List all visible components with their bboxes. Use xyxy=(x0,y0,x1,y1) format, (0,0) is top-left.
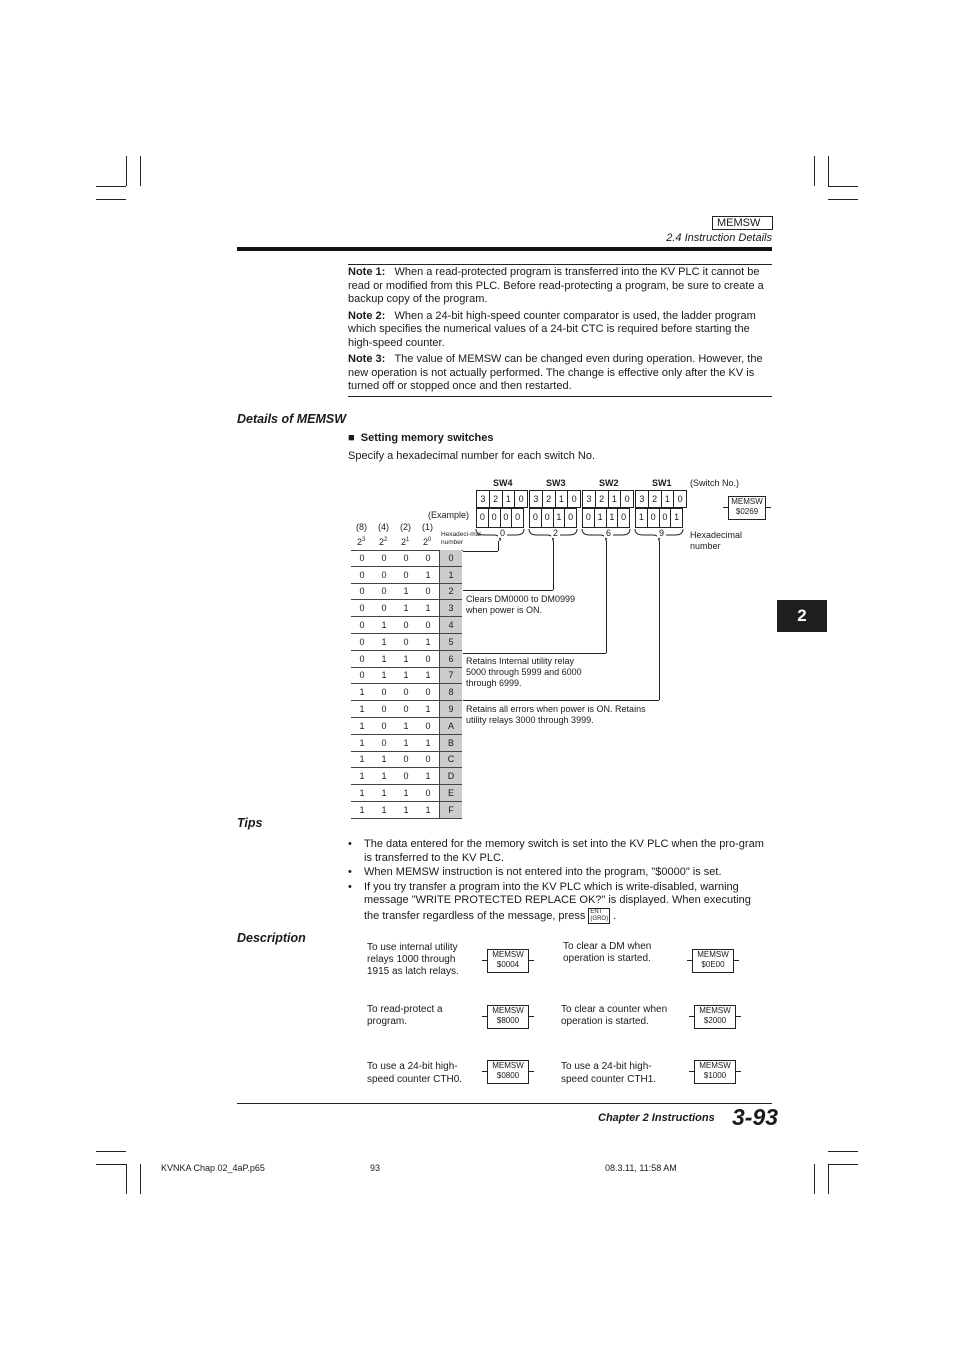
bit-cell: 0 xyxy=(373,684,395,701)
description-text: To use a 24-bit high-speed counter CTH0. xyxy=(367,1061,463,1085)
crop-mark xyxy=(828,1164,829,1194)
bit-cell: 0 xyxy=(395,617,417,634)
weight-label: (8) xyxy=(356,522,367,532)
header-instruction-box: MEMSW xyxy=(712,216,773,230)
bit-cell: 1 xyxy=(351,801,373,818)
memsw-ladder: MEMSW $0004 xyxy=(487,949,529,973)
memsw-ladder: MEMSW $8000 xyxy=(487,1005,529,1029)
bit-cell: 1 xyxy=(373,785,395,802)
crop-mark xyxy=(828,186,858,187)
crop-mark xyxy=(828,199,858,200)
hex-cell: D xyxy=(440,768,463,785)
bit-cell: 1 xyxy=(417,801,440,818)
note-1: Note 1: When a read-protected program is transferred into the KV PLC it cannot be read or modified from this PLC. Before read-protecting a program, be sure to create a backup copy of the program. xyxy=(348,266,764,305)
bit-cell: 1 xyxy=(417,600,440,617)
crop-mark xyxy=(96,1151,126,1152)
tips-list xyxy=(348,838,764,925)
bit-cell: 0 xyxy=(417,650,440,667)
weight-label: (4) xyxy=(378,522,389,532)
bit-cell: 0 xyxy=(417,717,440,734)
table-row xyxy=(351,684,462,701)
bit-cell: 0 xyxy=(373,583,395,600)
description-text: To clear a DM when operation is started. xyxy=(563,941,652,964)
bit-cell: 1 xyxy=(373,751,395,768)
table-row xyxy=(351,650,462,667)
square-bullet-icon: ■ xyxy=(348,432,355,444)
hex-cell: 0 xyxy=(440,550,463,566)
tips-title: Tips xyxy=(237,816,263,830)
bit-cell: 1 xyxy=(373,617,395,634)
ent-key-icon: ENT (GRO) xyxy=(590,908,609,922)
annotation-error-retain: Retains all errors when power is ON. Retains utility relays 3000 through 3999. xyxy=(466,704,646,725)
table-row xyxy=(351,717,462,734)
bit-position-box: 3 2 1 0 xyxy=(635,490,687,508)
hex-cell: 3 xyxy=(440,600,463,617)
crop-mark xyxy=(828,1164,858,1165)
notes-block xyxy=(348,266,772,394)
table-row xyxy=(351,734,462,751)
hex-cell: C xyxy=(440,751,463,768)
bit-cell: 0 xyxy=(351,617,373,634)
bit-cell: 1 xyxy=(351,701,373,718)
memsw-example-box: MEMSW $0269 xyxy=(728,496,766,520)
table-row xyxy=(351,583,462,600)
table-row xyxy=(351,751,462,768)
bit-cell: 1 xyxy=(395,717,417,734)
table-row xyxy=(351,633,462,650)
bit-cell: 1 xyxy=(351,684,373,701)
bit-cell: 1 xyxy=(351,751,373,768)
crop-mark xyxy=(828,1151,858,1152)
memsw-ladder: MEMSW $0800 xyxy=(487,1060,529,1084)
bit-cell: 0 xyxy=(351,650,373,667)
bit-cell: 1 xyxy=(395,734,417,751)
weight-label: (1) xyxy=(422,522,433,532)
leader-line xyxy=(659,541,660,700)
note-3: Note 3: The value of MEMSW can be changed even during operation. However, the new operation is not actually performed. The change is effective only after the KV is turned off or stopped once and then restarted. xyxy=(348,353,763,392)
example-bits-sw4: 0 0 0 0 xyxy=(476,508,524,528)
conversion-table xyxy=(351,550,462,819)
page-number: 3-93 xyxy=(732,1104,779,1130)
table-row xyxy=(351,801,462,818)
bit-cell: 1 xyxy=(395,583,417,600)
bit-position-box: 3 2 1 0 xyxy=(582,490,634,508)
print-timestamp: 08.3.11, 11:58 AM xyxy=(605,1163,677,1173)
hex-cell: 2 xyxy=(440,583,463,600)
details-subhead: ■ Setting memory switches xyxy=(348,432,494,444)
bit-cell: 0 xyxy=(417,617,440,634)
power-label: $2^3$ xyxy=(357,537,366,547)
table-row xyxy=(351,566,462,583)
hex-cell: 4 xyxy=(440,617,463,634)
power-label: $2^2$ xyxy=(379,537,388,547)
hex-cell: 9 xyxy=(440,701,463,718)
bit-cell: 0 xyxy=(417,684,440,701)
switch-label: SW4 xyxy=(493,478,513,488)
bit-cell: 0 xyxy=(395,684,417,701)
bit-cell: 0 xyxy=(417,583,440,600)
table-row xyxy=(351,701,462,718)
notes-top-rule xyxy=(348,264,772,265)
weight-label: (2) xyxy=(400,522,411,532)
description-text: To clear a counter when operation is started. xyxy=(561,1004,668,1027)
switch-label: SW3 xyxy=(546,478,566,488)
bit-cell: 0 xyxy=(373,734,395,751)
hex-cell: 8 xyxy=(440,684,463,701)
switch-label: SW1 xyxy=(652,478,672,488)
example-bits-sw1: 1 0 0 1 xyxy=(635,508,683,528)
bit-cell: 1 xyxy=(417,566,440,583)
print-page: 93 xyxy=(370,1163,381,1173)
bit-cell: 0 xyxy=(417,751,440,768)
table-row xyxy=(351,600,462,617)
leader-line xyxy=(463,653,606,654)
print-file: KVNKA Chap 02_4aP.p65 xyxy=(161,1163,265,1173)
tip-item: • When MEMSW instruction is not entered into the program, "$0000" is set. xyxy=(348,866,764,880)
bit-cell: 1 xyxy=(395,650,417,667)
memsw-ladder: MEMSW $1000 xyxy=(694,1060,736,1084)
bit-cell: 0 xyxy=(395,566,417,583)
table-row xyxy=(351,768,462,785)
bit-cell: 0 xyxy=(351,633,373,650)
bit-cell: 1 xyxy=(373,633,395,650)
crop-mark xyxy=(828,156,829,186)
tip-item: • If you try transfer a program into the KV PLC which is write-disabled, warning message "WRITE PROTECTED REPLACE OK?" is displayed. When executing the transfer regardless of the message, press ENT (GRO) . xyxy=(348,881,764,924)
tip-item: • The data entered for the memory switch is set into the KV PLC when the pro-gram is transferred to the KV PLC. xyxy=(348,838,764,865)
bit-cell: 0 xyxy=(351,566,373,583)
bit-cell: 1 xyxy=(417,633,440,650)
power-label: $2^1$ xyxy=(401,537,410,547)
description-text: To use a 24-bit high-speed counter CTH1. xyxy=(561,1061,657,1085)
header-rule xyxy=(237,247,772,251)
example-bits-sw2: 0 1 1 0 xyxy=(582,508,630,528)
header-section: 2.4 Instruction Details xyxy=(666,232,772,244)
chapter-tab: 2 xyxy=(777,600,827,632)
hex-cell: B xyxy=(440,734,463,751)
leader-line xyxy=(463,700,659,701)
bit-cell: 1 xyxy=(373,650,395,667)
hex-cell: 5 xyxy=(440,633,463,650)
crop-mark xyxy=(96,1164,126,1165)
leader-line xyxy=(606,541,607,653)
description-title: Description xyxy=(237,931,306,945)
note-2: Note 2: When a 24-bit high-speed counter comparator is used, the ladder program which specifies the numerical values of a 24-bit CTC is required before starting the high-speed counter. xyxy=(348,309,756,349)
bit-cell: 1 xyxy=(373,801,395,818)
table-row xyxy=(351,785,462,802)
bit-cell: 1 xyxy=(395,801,417,818)
hex-column-label: Hexadeci-mal number xyxy=(441,531,481,546)
bit-cell: 1 xyxy=(417,701,440,718)
bit-position-box: 3 2 1 0 xyxy=(476,490,528,508)
memsw-ladder: MEMSW $2000 xyxy=(694,1005,736,1029)
bit-cell: 1 xyxy=(373,768,395,785)
footer-rule xyxy=(237,1103,772,1104)
bit-cell: 0 xyxy=(373,701,395,718)
leader-line xyxy=(498,541,499,551)
leader-line xyxy=(553,541,554,590)
hex-digit: 2 xyxy=(553,528,559,538)
crop-mark xyxy=(814,1164,815,1194)
bit-cell: 1 xyxy=(395,600,417,617)
leader-line xyxy=(463,551,498,552)
switch-no-label: (Switch No.) xyxy=(690,478,740,488)
bit-cell: 1 xyxy=(417,768,440,785)
bit-cell: 0 xyxy=(417,550,440,566)
crop-mark xyxy=(126,156,127,186)
hex-cell: 6 xyxy=(440,650,463,667)
bit-cell: 1 xyxy=(351,768,373,785)
bit-cell: 1 xyxy=(373,667,395,684)
bit-cell: 1 xyxy=(395,785,417,802)
table-row xyxy=(351,617,462,634)
bit-cell: 0 xyxy=(417,785,440,802)
hex-cell: 1 xyxy=(440,566,463,583)
bit-cell: 1 xyxy=(417,667,440,684)
details-instruction: Specify a hexadecimal number for each switch No. xyxy=(348,450,596,462)
hex-digit: 0 xyxy=(500,528,506,538)
bit-cell: 0 xyxy=(395,768,417,785)
notes-bottom-rule xyxy=(348,396,772,397)
power-label: $2^0$ xyxy=(423,537,432,547)
bit-cell: 0 xyxy=(373,566,395,583)
bit-cell: 0 xyxy=(351,583,373,600)
annotation-dm-clear: Clears DM0000 to DM0999 when power is ON. xyxy=(466,594,576,615)
bit-cell: 0 xyxy=(373,550,395,566)
crop-mark xyxy=(96,186,126,187)
example-label: (Example) xyxy=(428,510,470,520)
bit-cell: 0 xyxy=(395,701,417,718)
hex-cell: A xyxy=(440,717,463,734)
bit-cell: 0 xyxy=(351,667,373,684)
bit-cell: 1 xyxy=(351,734,373,751)
bit-cell: 0 xyxy=(395,550,417,566)
bit-cell: 1 xyxy=(417,734,440,751)
crop-mark xyxy=(126,1164,127,1194)
details-title: Details of MEMSW xyxy=(237,412,347,426)
hex-cell: 7 xyxy=(440,667,463,684)
bit-cell: 0 xyxy=(373,600,395,617)
bit-cell: 0 xyxy=(351,550,373,566)
hex-caption: Hexadecimal number xyxy=(690,530,743,551)
bit-cell: 0 xyxy=(373,717,395,734)
description-text: To use internal utility relays 1000 through 1915 as latch relays. xyxy=(367,942,459,977)
bit-cell: 0 xyxy=(351,600,373,617)
hex-digit: 9 xyxy=(659,528,665,538)
description-text: To read-protect a program. xyxy=(367,1004,443,1027)
bit-cell: 1 xyxy=(395,667,417,684)
table-row xyxy=(351,550,462,566)
switch-label: SW2 xyxy=(599,478,619,488)
memsw-ladder: MEMSW $0E00 xyxy=(692,949,734,973)
hex-cell: F xyxy=(440,801,463,818)
table-row xyxy=(351,667,462,684)
bit-cell: 0 xyxy=(395,751,417,768)
crop-mark xyxy=(140,156,141,186)
annotation-relay-retain: Retains Internal utility relay 5000 through 5999 and 6000 through 6999. xyxy=(466,656,582,688)
bit-cell: 0 xyxy=(395,633,417,650)
example-bits-sw3: 0 0 1 0 xyxy=(529,508,577,528)
hex-cell: E xyxy=(440,785,463,802)
crop-mark xyxy=(140,1164,141,1194)
crop-mark xyxy=(96,199,126,200)
leader-line xyxy=(463,590,553,591)
hex-digit: 6 xyxy=(606,528,612,538)
crop-mark xyxy=(814,156,815,186)
bit-position-box: 3 2 1 0 xyxy=(529,490,581,508)
footer-chapter: Chapter 2 Instructions xyxy=(598,1112,715,1124)
bit-cell: 1 xyxy=(351,785,373,802)
bit-cell: 1 xyxy=(351,717,373,734)
